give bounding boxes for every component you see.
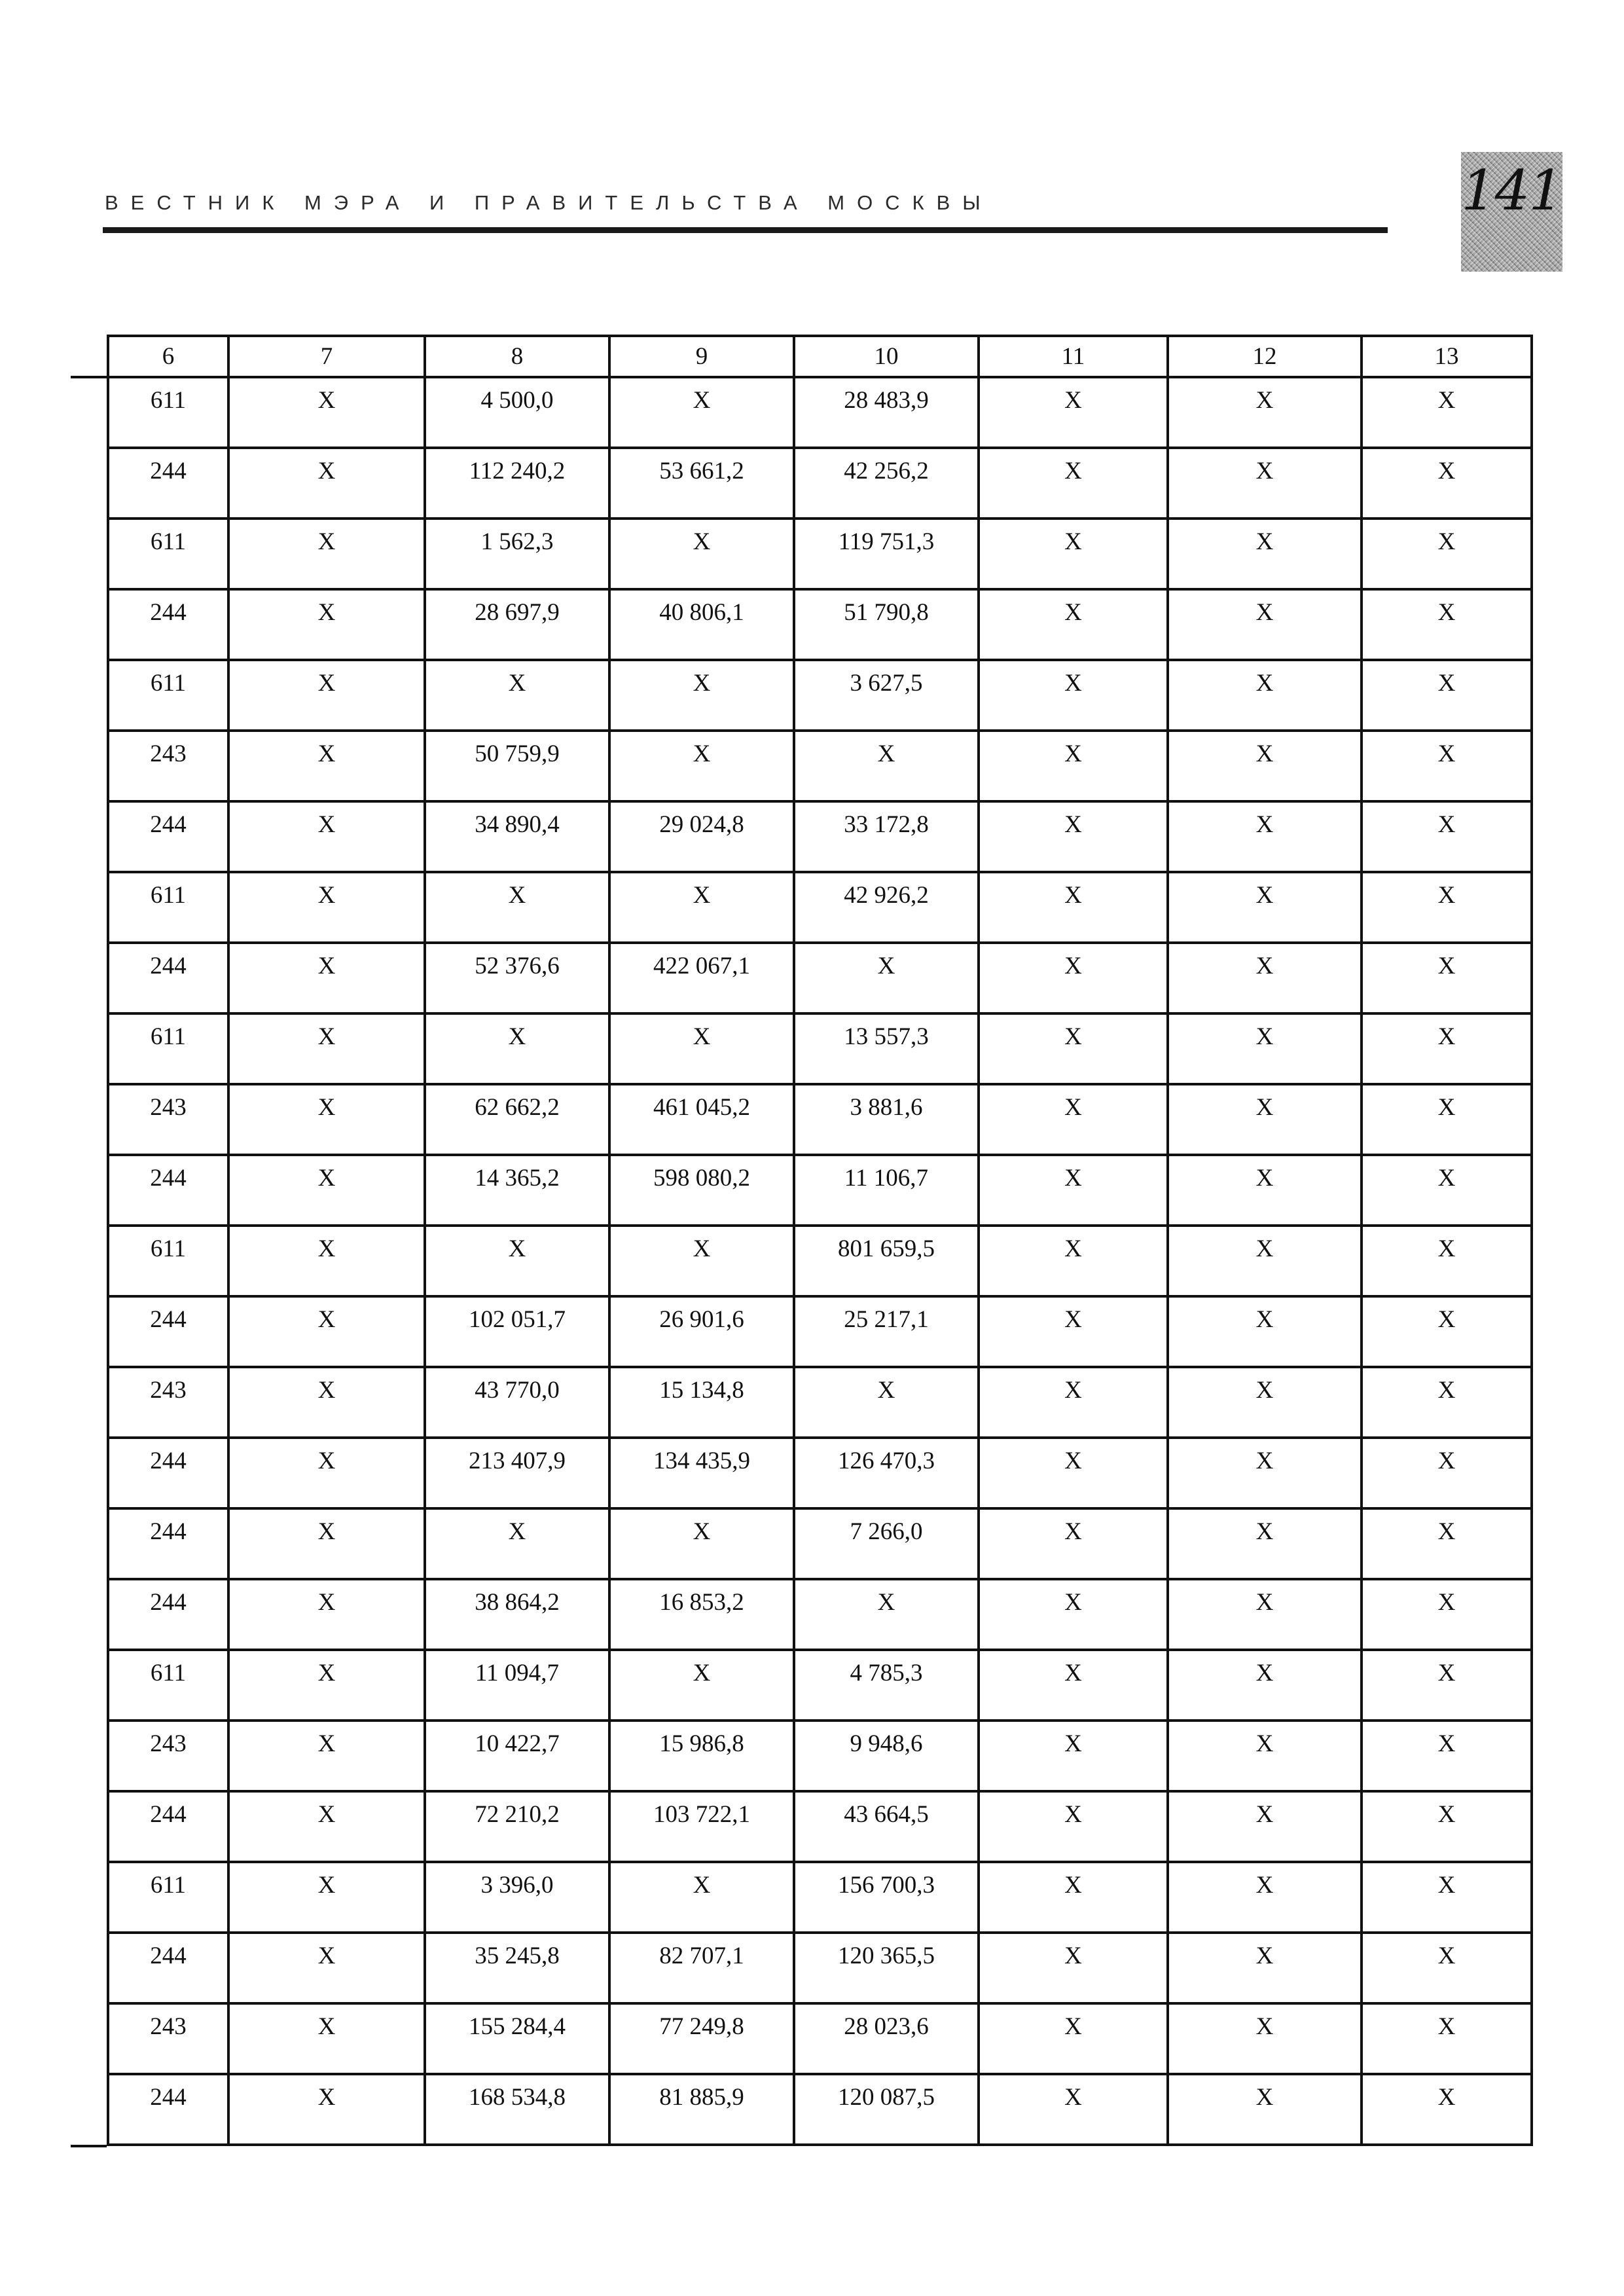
table-cell: X	[1362, 1155, 1532, 1226]
table-cell: 33 172,8	[794, 801, 979, 872]
table-cell: 72 210,2	[425, 1791, 609, 1862]
table-cell: X	[228, 1367, 425, 1438]
table-cell: 243	[108, 2003, 228, 2074]
table-cell: X	[228, 1013, 425, 1084]
table-cell: 611	[108, 1226, 228, 1296]
table-cell: X	[228, 1508, 425, 1579]
table-cell: X	[228, 2003, 425, 2074]
table-cell: X	[1362, 1508, 1532, 1579]
table-cell: 28 483,9	[794, 377, 979, 448]
table-cell: X	[228, 448, 425, 519]
table-cell: X	[609, 660, 794, 731]
table-cell: X	[979, 2074, 1168, 2145]
table-cell: X	[1168, 801, 1362, 872]
table-cell: X	[425, 660, 609, 731]
table-cell: 15 986,8	[609, 1721, 794, 1791]
table-cell: 29 024,8	[609, 801, 794, 872]
table-cell: 244	[108, 1508, 228, 1579]
table-cell: X	[228, 731, 425, 801]
table-cell: X	[1168, 1226, 1362, 1296]
table-cell: X	[609, 377, 794, 448]
table-row	[108, 872, 1532, 943]
table-cell: X	[1362, 448, 1532, 519]
table-header-row	[108, 336, 1532, 377]
table-cell: 119 751,3	[794, 519, 979, 589]
table-row	[108, 1013, 1532, 1084]
table-cell: X	[1168, 1013, 1362, 1084]
table-cell: X	[228, 1579, 425, 1650]
table-cell: X	[1362, 377, 1532, 448]
table-cell: X	[228, 1933, 425, 2003]
table-cell: X	[1168, 1438, 1362, 1508]
table-row	[108, 1650, 1532, 1721]
table-cell: X	[1168, 660, 1362, 731]
table-cell: 461 045,2	[609, 1084, 794, 1155]
table-cell: X	[1362, 1013, 1532, 1084]
table-cell: X	[1168, 2003, 1362, 2074]
table-cell: X	[979, 1721, 1168, 1791]
table-cell: 243	[108, 1084, 228, 1155]
table-cell: X	[1168, 1791, 1362, 1862]
table-cell: 38 864,2	[425, 1579, 609, 1650]
table-cell: X	[1168, 1579, 1362, 1650]
table-cell: 53 661,2	[609, 448, 794, 519]
page-number: 141	[1461, 158, 1562, 223]
table-cell: X	[1362, 1438, 1532, 1508]
table-cell: X	[1362, 731, 1532, 801]
table-cell: X	[1362, 2003, 1532, 2074]
table-cell: X	[1168, 1296, 1362, 1367]
table-cell: 3 396,0	[425, 1862, 609, 1933]
table-cell: X	[425, 1013, 609, 1084]
table-cell: X	[1362, 1367, 1532, 1438]
table-cell: 25 217,1	[794, 1296, 979, 1367]
table-cell: 11 094,7	[425, 1650, 609, 1721]
table-row	[108, 1296, 1532, 1367]
table-cell: X	[1168, 377, 1362, 448]
table-cell: 7 266,0	[794, 1508, 979, 1579]
table-cell: 801 659,5	[794, 1226, 979, 1296]
table-row	[108, 1084, 1532, 1155]
table-cell: X	[1168, 731, 1362, 801]
table-cell: X	[979, 377, 1168, 448]
table-cell: X	[228, 377, 425, 448]
table-left-stub-bottom	[71, 2145, 107, 2147]
table-cell: X	[979, 1791, 1168, 1862]
table-row	[108, 1933, 1532, 2003]
table-cell: X	[979, 1013, 1168, 1084]
table-cell: 11 106,7	[794, 1155, 979, 1226]
table-cell: 16 853,2	[609, 1579, 794, 1650]
table-cell: X	[979, 801, 1168, 872]
table-left-stub-top	[71, 376, 107, 378]
table-cell: 611	[108, 660, 228, 731]
table-cell: 156 700,3	[794, 1862, 979, 1933]
table-cell: 26 901,6	[609, 1296, 794, 1367]
table-row	[108, 660, 1532, 731]
table-cell: X	[425, 1508, 609, 1579]
table-cell: X	[979, 1862, 1168, 1933]
table-cell: 244	[108, 2074, 228, 2145]
table-row	[108, 1438, 1532, 1508]
table-cell: 243	[108, 1367, 228, 1438]
table-cell: X	[1362, 589, 1532, 660]
table-cell: X	[1362, 1791, 1532, 1862]
publication-title: ВЕСТНИК МЭРА И ПРАВИТЕЛЬСТВА МОСКВЫ	[105, 191, 993, 214]
table-cell: 244	[108, 1791, 228, 1862]
table-cell: 611	[108, 519, 228, 589]
table-cell: 1 562,3	[425, 519, 609, 589]
column-header: 11	[979, 336, 1168, 377]
table-cell: 244	[108, 1933, 228, 2003]
table-cell: X	[609, 519, 794, 589]
table-cell: 42 256,2	[794, 448, 979, 519]
table-cell: 598 080,2	[609, 1155, 794, 1226]
column-header: 13	[1362, 336, 1532, 377]
budget-table	[107, 335, 1533, 2146]
table-row	[108, 1721, 1532, 1791]
table-cell: X	[979, 2003, 1168, 2074]
table-cell: 50 759,9	[425, 731, 609, 801]
table-cell: X	[1362, 1084, 1532, 1155]
table-cell: X	[228, 1084, 425, 1155]
table-cell: X	[228, 1296, 425, 1367]
table-cell: X	[979, 1296, 1168, 1367]
table-cell: X	[609, 1226, 794, 1296]
table-cell: X	[228, 1791, 425, 1862]
table-row	[108, 731, 1532, 801]
table-cell: X	[979, 1367, 1168, 1438]
table-cell: X	[979, 731, 1168, 801]
table-cell: X	[979, 1508, 1168, 1579]
table-cell: 3 881,6	[794, 1084, 979, 1155]
table-cell: 77 249,8	[609, 2003, 794, 2074]
table-row	[108, 1579, 1532, 1650]
table-cell: 13 557,3	[794, 1013, 979, 1084]
table-row	[108, 1791, 1532, 1862]
table-cell: 611	[108, 1650, 228, 1721]
table-row	[108, 943, 1532, 1013]
table-body	[108, 377, 1532, 2145]
table-cell: X	[425, 872, 609, 943]
table-cell: 9 948,6	[794, 1721, 979, 1791]
table-cell: X	[609, 1650, 794, 1721]
table-cell: 34 890,4	[425, 801, 609, 872]
table-cell: X	[1362, 801, 1532, 872]
table-cell: 611	[108, 872, 228, 943]
table-cell: X	[228, 519, 425, 589]
table-cell: X	[979, 1226, 1168, 1296]
table-cell: X	[1168, 2074, 1362, 2145]
table-cell: 4 785,3	[794, 1650, 979, 1721]
table-cell: X	[1362, 1721, 1532, 1791]
table-row	[108, 448, 1532, 519]
header-divider	[103, 227, 1388, 233]
table-cell: X	[979, 1650, 1168, 1721]
table-cell: 244	[108, 801, 228, 872]
table-cell: 244	[108, 589, 228, 660]
table-cell: X	[228, 1226, 425, 1296]
table-cell: X	[979, 1579, 1168, 1650]
table-cell: 611	[108, 377, 228, 448]
table-cell: X	[1168, 589, 1362, 660]
table-cell: X	[609, 1013, 794, 1084]
table-cell: 81 885,9	[609, 2074, 794, 2145]
table-cell: X	[228, 2074, 425, 2145]
table-cell: X	[979, 1155, 1168, 1226]
table-cell: 40 806,1	[609, 589, 794, 660]
table-cell: 155 284,4	[425, 2003, 609, 2074]
column-header: 6	[108, 336, 228, 377]
table-cell: X	[609, 1862, 794, 1933]
table-cell: X	[1168, 1721, 1362, 1791]
table-cell: 43 770,0	[425, 1367, 609, 1438]
table-row	[108, 1155, 1532, 1226]
table-cell: 134 435,9	[609, 1438, 794, 1508]
table-row	[108, 801, 1532, 872]
table-cell: X	[1362, 1296, 1532, 1367]
column-header: 9	[609, 336, 794, 377]
table-row	[108, 1226, 1532, 1296]
table-cell: X	[1168, 1155, 1362, 1226]
table-row	[108, 377, 1532, 448]
table-cell: X	[228, 1862, 425, 1933]
table-cell: 28 697,9	[425, 589, 609, 660]
table-cell: X	[979, 519, 1168, 589]
table-cell: X	[1362, 1933, 1532, 2003]
table-cell: 4 500,0	[425, 377, 609, 448]
table-cell: 243	[108, 731, 228, 801]
table-cell: X	[609, 1508, 794, 1579]
table-cell: 112 240,2	[425, 448, 609, 519]
table-cell: X	[979, 943, 1168, 1013]
table-cell: 3 627,5	[794, 660, 979, 731]
table-cell: 62 662,2	[425, 1084, 609, 1155]
table-cell: X	[979, 1084, 1168, 1155]
table-cell: X	[228, 943, 425, 1013]
table-cell: X	[228, 660, 425, 731]
table-cell: X	[1168, 448, 1362, 519]
table-cell: 126 470,3	[794, 1438, 979, 1508]
table-cell: 102 051,7	[425, 1296, 609, 1367]
column-header: 12	[1168, 336, 1362, 377]
table-cell: X	[1168, 1933, 1362, 2003]
table-cell: 213 407,9	[425, 1438, 609, 1508]
table-cell: X	[1362, 943, 1532, 1013]
table-cell: X	[228, 801, 425, 872]
table-cell: X	[228, 1721, 425, 1791]
table-row	[108, 589, 1532, 660]
column-header: 8	[425, 336, 609, 377]
table-cell: X	[228, 1650, 425, 1721]
table-row	[108, 1862, 1532, 1933]
table-cell: 611	[108, 1862, 228, 1933]
table-cell: 244	[108, 1155, 228, 1226]
table-cell: 103 722,1	[609, 1791, 794, 1862]
table-cell: X	[1168, 1084, 1362, 1155]
table-cell: X	[1168, 519, 1362, 589]
table-cell: 51 790,8	[794, 589, 979, 660]
table-cell: X	[794, 731, 979, 801]
table-cell: 14 365,2	[425, 1155, 609, 1226]
table-cell: 10 422,7	[425, 1721, 609, 1791]
table-cell: 243	[108, 1721, 228, 1791]
table-cell: 15 134,8	[609, 1367, 794, 1438]
table-cell: 43 664,5	[794, 1791, 979, 1862]
page-number-badge	[1461, 152, 1562, 272]
table-row	[108, 2003, 1532, 2074]
table-cell: X	[1362, 872, 1532, 943]
table-cell: 120 365,5	[794, 1933, 979, 2003]
column-header: 7	[228, 336, 425, 377]
table-cell: X	[1362, 1650, 1532, 1721]
table-cell: X	[425, 1226, 609, 1296]
table-cell: X	[979, 1933, 1168, 2003]
table-cell: X	[1362, 1579, 1532, 1650]
table-cell: 422 067,1	[609, 943, 794, 1013]
table-cell: X	[1168, 1367, 1362, 1438]
table-cell: X	[979, 1438, 1168, 1508]
table-cell: X	[228, 589, 425, 660]
table-cell: X	[979, 448, 1168, 519]
table-cell: 120 087,5	[794, 2074, 979, 2145]
table-cell: X	[794, 943, 979, 1013]
table-row	[108, 1508, 1532, 1579]
table-cell: 28 023,6	[794, 2003, 979, 2074]
table-cell: X	[1362, 1862, 1532, 1933]
table-cell: 244	[108, 1579, 228, 1650]
table-cell: X	[794, 1367, 979, 1438]
table-cell: 244	[108, 448, 228, 519]
table-cell: X	[1168, 943, 1362, 1013]
table-cell: 35 245,8	[425, 1933, 609, 2003]
table-cell: X	[228, 872, 425, 943]
table-cell: X	[979, 589, 1168, 660]
table-cell: X	[1168, 1862, 1362, 1933]
column-header: 10	[794, 336, 979, 377]
table-row	[108, 1367, 1532, 1438]
table-cell: 42 926,2	[794, 872, 979, 943]
table-cell: 244	[108, 1296, 228, 1367]
table-cell: X	[979, 660, 1168, 731]
table-cell: X	[609, 731, 794, 801]
table-cell: X	[1168, 1508, 1362, 1579]
table-cell: X	[609, 872, 794, 943]
table-cell: 52 376,6	[425, 943, 609, 1013]
table-cell: X	[1362, 1226, 1532, 1296]
table-cell: 244	[108, 1438, 228, 1508]
table-cell: X	[228, 1155, 425, 1226]
table-cell: X	[1168, 872, 1362, 943]
table-cell: X	[794, 1579, 979, 1650]
table-cell: X	[1362, 2074, 1532, 2145]
table-cell: 168 534,8	[425, 2074, 609, 2145]
table-cell: 82 707,1	[609, 1933, 794, 2003]
table-row	[108, 2074, 1532, 2145]
table-cell: 244	[108, 943, 228, 1013]
table-row	[108, 519, 1532, 589]
table-cell: X	[979, 872, 1168, 943]
table-cell: X	[1362, 519, 1532, 589]
table-cell: X	[1168, 1650, 1362, 1721]
table-cell: X	[228, 1438, 425, 1508]
table-cell: 611	[108, 1013, 228, 1084]
table-cell: X	[1362, 660, 1532, 731]
